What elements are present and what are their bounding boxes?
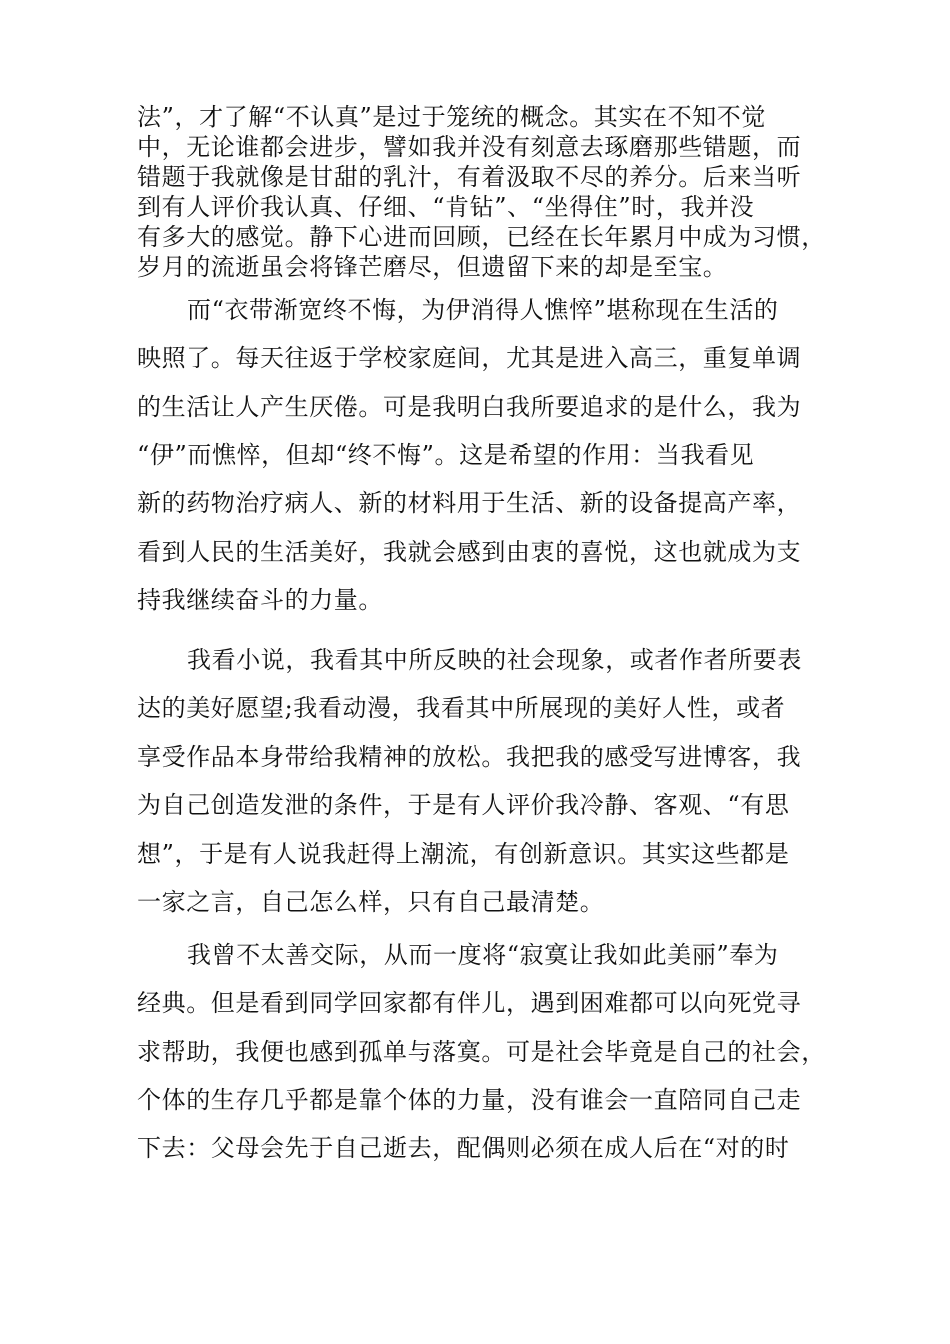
text-line: 持我继续奋斗的力量。 <box>137 586 383 614</box>
text-line: 的生活让人产生厌倦。可是我明白我所要追求的是什么，我为 <box>137 393 802 421</box>
text-line: 中，无论谁都会进步，譬如我并没有刻意去琢磨那些错题，而 <box>137 133 802 161</box>
text-line: 下去：父母会先于自己逝去，配偶则必须在成人后在“对的时 <box>137 1134 790 1162</box>
text-line: 法”，才了解“不认真”是过于笼统的概念。其实在不知不觉 <box>137 103 767 131</box>
text-line: 我看小说，我看其中所反映的社会现象，或者作者所要表 <box>187 646 802 674</box>
text-line: 而“衣带渐宽终不悔，为伊消得人憔悴”堪称现在生活的 <box>187 296 779 324</box>
text-line: 个体的生存几乎都是靠个体的力量，没有谁会一直陪同自己走 <box>137 1086 802 1114</box>
text-line: 有多大的感觉。静下心进而回顾，已经在长年累月中成为习惯， <box>137 223 826 251</box>
text-line: 到有人评价我认真、仔细、“肯钻”、“坐得住”时，我并没 <box>137 193 755 221</box>
text-line: “伊”而憔悴，但却“终不悔”。这是希望的作用：当我看见 <box>137 441 755 469</box>
text-line: 达的美好愿望;我看动漫，我看其中所展现的美好人性，或者 <box>137 694 786 722</box>
text-line: 求帮助，我便也感到孤单与落寞。可是社会毕竟是自己的社会， <box>137 1038 826 1066</box>
text-line: 岁月的流逝虽会将锋芒磨尽，但遗留下来的却是至宝。 <box>137 253 728 281</box>
text-line: 看到人民的生活美好，我就会感到由衷的喜悦，这也就成为支 <box>137 538 802 566</box>
text-line: 新的药物治疗病人、新的材料用于生活、新的设备提高产率， <box>137 489 802 517</box>
text-line: 想”，于是有人说我赶得上潮流，有创新意识。其实这些都是 <box>137 840 790 868</box>
text-line: 我曾不太善交际，从而一度将“寂寞让我如此美丽”奉为 <box>187 941 779 969</box>
text-line: 享受作品本身带给我精神的放松。我把我的感受写进博客，我 <box>137 743 802 771</box>
text-line: 一家之言，自己怎么样，只有自己最清楚。 <box>137 888 605 916</box>
text-line: 为自己创造发泄的条件，于是有人评价我冷静、客观、“有思 <box>137 791 790 819</box>
text-line: 映照了。每天往返于学校家庭间，尤其是进入高三，重复单调 <box>137 344 802 372</box>
text-line: 经典。但是看到同学回家都有伴儿，遇到困难都可以向死党寻 <box>137 989 802 1017</box>
text-line: 错题于我就像是甘甜的乳汁，有着汲取不尽的养分。后来当听 <box>137 163 802 191</box>
